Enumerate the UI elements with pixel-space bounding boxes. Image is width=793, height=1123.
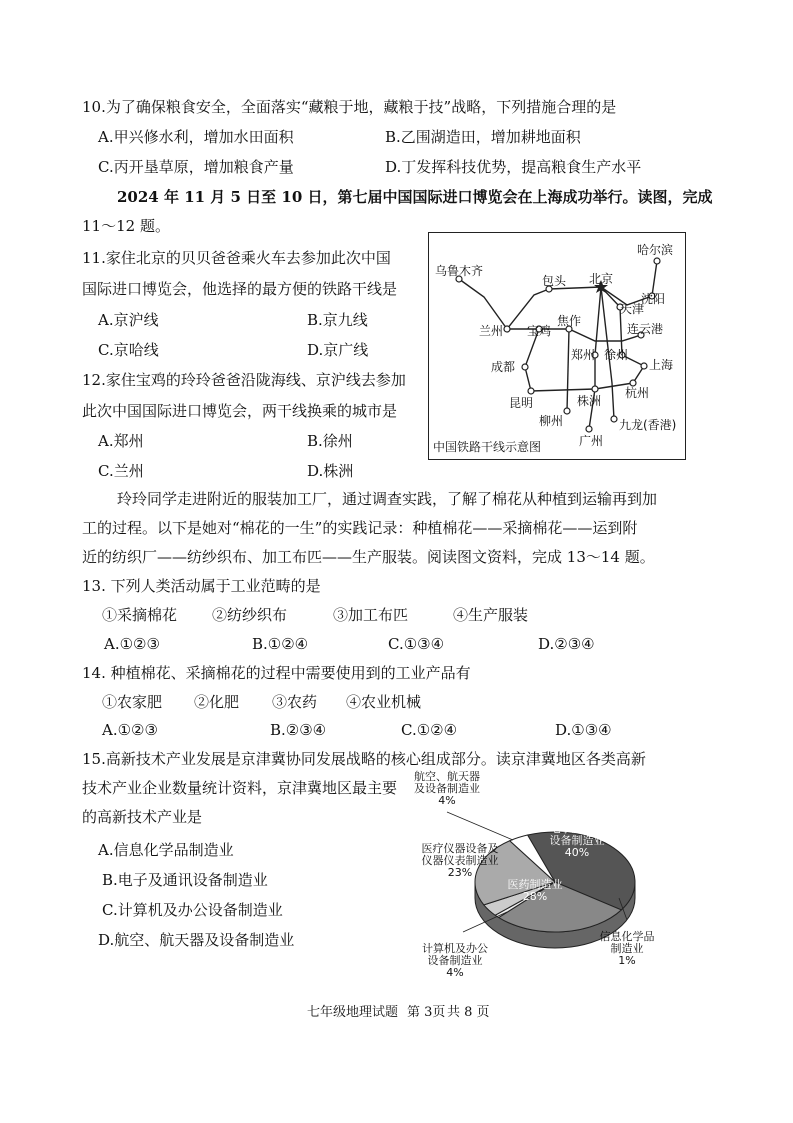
city-shenyang: 沈阳 [641,292,666,306]
q11-option-a: A.京沪线 [98,311,159,329]
pie-slice-label: 计算机及办公设备制造业 4% [422,942,488,979]
q14-item-2: ②化肥 [194,693,240,711]
city-chengdu: 成都 [491,360,516,374]
rail-map [428,232,686,460]
q12-line1: 12.家住宝鸡的玲玲爸爸沿陇海线、京沪线去参加 [82,371,406,389]
q15-option-a: A.信息化学品制造业 [98,841,234,859]
q14-item-1: ①农家肥 [102,693,163,711]
q14-item-4: ④农业机械 [346,693,422,711]
q10-option-c: C.丙开垦草原，增加粮食产量 [98,158,294,176]
q13-item-2: ②纺纱织布 [212,606,288,624]
city-baotou: 包头 [542,274,567,288]
q15-line3: 的高新技术产业是 [82,808,203,826]
q13-option-c: C.①③④ [388,635,445,653]
q10-option-d: D.丁发挥科技优势，提高粮食生产水平 [385,158,642,176]
q11-line2: 国际进口博览会，他选择的最方便的铁路干线是 [82,280,398,298]
pie-slice-label: 信息化学品制造业 1% [599,930,655,967]
footer-page: 第 3页 [407,1005,446,1020]
pie-slice-label: 航空、航天器及设备制造业 4% [414,770,480,807]
city-jiaozuo: 焦作 [557,314,582,328]
q11-line1: 11.家住北京的贝贝爸爸乘火车去参加此次中国 [82,249,391,267]
q12-option-a: A.郑州 [98,432,144,450]
q13-option-d: D.②③④ [538,635,595,653]
city-zhengzhou: 郑州 [571,348,596,362]
city-baoji: 宝鸡 [527,324,552,338]
city-zhuzhou: 株洲 [577,394,602,408]
city-lanzhou: 兰州 [479,324,504,338]
q15-option-c: C.计算机及办公设备制造业 [102,901,283,919]
intro-13-14-line1: 玲玲同学走进附近的服装加工厂，通过调查实践，了解了棉花从种植到运输再到加 [117,490,658,508]
city-guangzhou: 广州 [579,434,604,448]
rail-map-caption: 中国铁路干线示意图 [433,440,542,454]
q10-option-a: A.甲兴修水利，增加水田面积 [98,128,294,146]
q13-item-1: ①采摘棉花 [102,606,178,624]
intro-13-14-line3: 近的纺织厂——纺纱织布、加工布匹——生产服装。阅读图文资料，完成 13～14 题。 [82,548,655,566]
q12-option-d: D.株洲 [307,462,354,480]
city-urumqi: 乌鲁木齐 [435,264,484,278]
city-shanghai: 上海 [649,358,674,372]
q13-option-b: B.①②④ [252,635,309,653]
city-kunming: 昆明 [509,396,534,410]
q14-stem: 14. 种植棉花、采摘棉花的过程中需要使用到的工业产品有 [82,664,471,682]
q13-stem: 13. 下列人类活动属于工业范畴的是 [82,577,321,595]
q15-option-d: D.航空、航天器及设备制造业 [98,931,295,949]
intro-11-12-line1: 2024 年 11 月 5 日至 10 日，第七届中国国际进口博览会在上海成功举行。读图，完成 [117,188,713,206]
city-liuzhou: 柳州 [539,414,564,428]
q14-item-3: ③农药 [272,693,318,711]
q14-option-a: A.①②③ [102,721,158,739]
q15-line2: 技术产业企业数量统计资料，京津冀地区最主要 [82,779,398,797]
pie-leader-line [447,812,513,840]
q12-option-b: B.徐州 [307,432,353,450]
q11-option-b: B.京九线 [307,311,368,329]
city-kowloon: 九龙(香港) [619,418,677,432]
q13-item-4: ④生产服装 [453,606,529,624]
q11-option-d: D.京广线 [307,341,369,359]
city-tianjin: 天津 [620,302,645,316]
q13-item-3: ③加工布匹 [333,606,409,624]
q13-option-a: A.①②③ [104,635,160,653]
pie-slice-label: 电子及通讯设备制造业 40% [549,822,605,859]
footer-title: 七年级地理试题 [307,1005,399,1020]
q14-option-c: C.①②④ [401,721,458,739]
intro-11-12-line2: 11～12 题。 [82,217,170,235]
q14-option-b: B.②③④ [270,721,327,739]
city-xuzhou: 徐州 [604,348,629,362]
pie-slice-label: 医疗仪器设备及仪器仪表制造业 23% [421,842,499,879]
city-hangzhou: 杭州 [625,386,650,400]
q12-option-c: C.兰州 [98,462,144,480]
q12-line2: 此次中国国际进口博览会，两干线换乘的城市是 [82,402,398,420]
q14-option-d: D.①③④ [555,721,612,739]
q10-option-b: B.乙围湖造田，增加耕地面积 [385,128,581,146]
q10-stem: 10.为了确保粮食安全，全面落实“藏粮于地，藏粮于技”战略，下列措施合理的是 [82,98,617,116]
q11-option-c: C.京哈线 [98,341,159,359]
footer-total: 共 8 页 [447,1005,490,1020]
q15-option-b: B.电子及通讯设备制造业 [102,871,268,889]
city-beijing: 北京 [589,272,614,286]
city-harbin: 哈尔滨 [637,243,674,257]
intro-13-14-line2: 工的过程。以下是她对“棉花的一生”的实践记录：种植棉花——采摘棉花——运到附 [82,519,638,537]
city-lianyungang: 连云港 [627,322,664,336]
industry-pie-chart [395,770,655,990]
pie-slice-label: 医药制造业 28% [507,878,563,903]
q15-line1: 15.高新技术产业发展是京津冀协同发展战略的核心组成部分。读京津冀地区各类高新 [82,750,646,768]
